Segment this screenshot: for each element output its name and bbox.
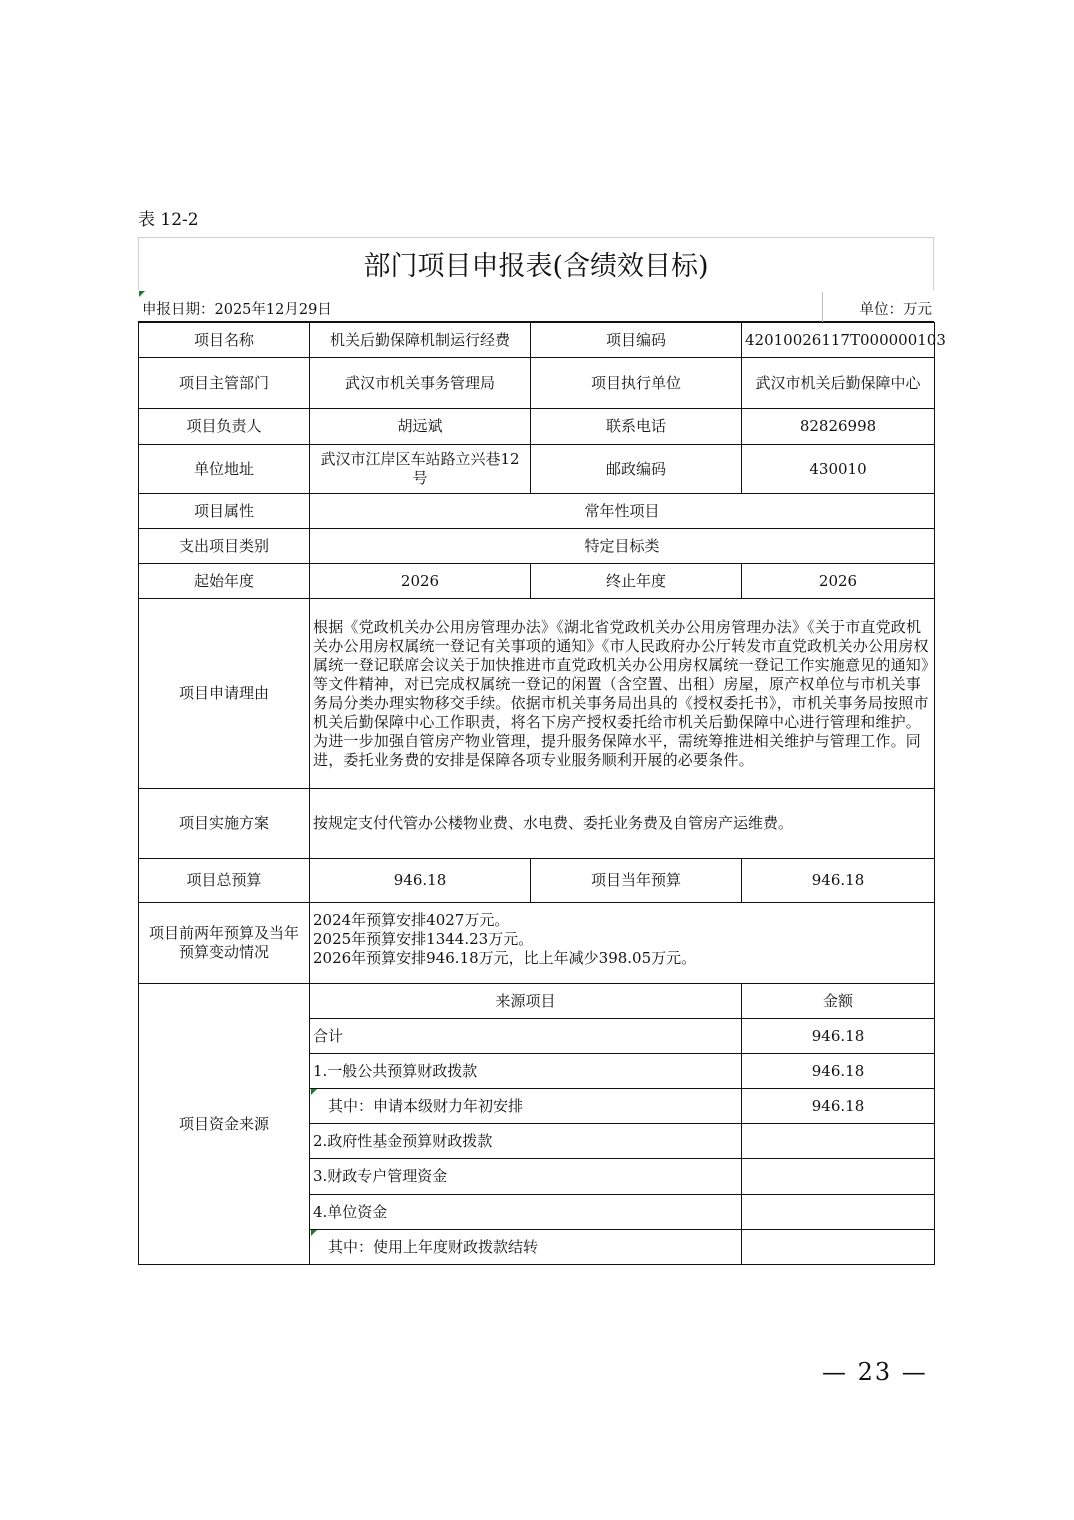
fund-row-label: 合计	[310, 1019, 742, 1054]
meta-row	[138, 292, 934, 322]
fund-header-source: 来源项目	[310, 984, 742, 1019]
label-supervising-dept: 项目主管部门	[139, 358, 310, 409]
budget-change-line: 2024年预算安排4027万元。	[313, 911, 510, 929]
value-phone: 82826998	[742, 409, 935, 445]
label-start-year: 起始年度	[139, 564, 310, 599]
label-current-year-budget: 项目当年预算	[531, 859, 742, 903]
fund-header-amount: 金额	[742, 984, 935, 1019]
label-implementation-plan: 项目实施方案	[139, 789, 310, 859]
label-project-code: 项目编码	[531, 323, 742, 358]
label-address: 单位地址	[139, 445, 310, 494]
value-current-year-budget: 946.18	[742, 859, 935, 903]
cell-marker-icon	[311, 1089, 317, 1095]
value-project-name: 机关后勤保障机制运行经费	[310, 323, 531, 358]
label-total-budget: 项目总预算	[139, 859, 310, 903]
label-postal-code: 邮政编码	[531, 445, 742, 494]
page-number: — 23 —	[822, 1358, 928, 1386]
value-budget-change	[310, 903, 935, 984]
label-project-leader: 项目负责人	[139, 409, 310, 445]
fund-row-amount	[742, 1159, 935, 1195]
fund-row-label: 其中：使用上年度财政拨款结转	[310, 1230, 742, 1265]
fund-row-amount: 946.18	[742, 1054, 935, 1089]
value-project-leader: 胡远斌	[310, 409, 531, 445]
fund-row-amount	[742, 1124, 935, 1159]
fund-row-label: 其中：申请本级财力年初安排	[310, 1089, 742, 1124]
label-project-attribute: 项目属性	[139, 494, 310, 529]
budget-change-line: 2026年预算安排946.18万元，比上年减少398.05万元。	[313, 949, 697, 967]
fund-row-label: 1.一般公共预算财政拨款	[310, 1054, 742, 1089]
value-total-budget: 946.18	[310, 859, 531, 903]
unit-label: 单位：万元	[859, 302, 932, 318]
fund-row-label: 4.单位资金	[310, 1195, 742, 1230]
label-fund-sources: 项目资金来源	[139, 984, 310, 1265]
value-postal-code: 430010	[742, 445, 935, 494]
label-phone: 联系电话	[531, 409, 742, 445]
fund-row-amount: 946.18	[742, 1089, 935, 1124]
budget-change-line: 2025年预算安排1344.23万元。	[313, 930, 534, 948]
value-address: 武汉市江岸区车站路立兴巷12号	[310, 445, 531, 494]
label-application-reason: 项目申请理由	[139, 599, 310, 789]
label-executing-unit: 项目执行单位	[531, 358, 742, 409]
value-application-reason: 根据《党政机关办公用房管理办法》《湖北省党政机关办公用房管理办法》《关于市直党政机关办公用房权属统一登记有关事项的通知》《市人民政府办公厅转发市直党政机关办公用房权属统一登记联席会议关于加快推进市直党政机关办公用房权属统一登记工作实施意见的通知》等文件精神，对已完成权属统一登记的闲置（含空置、出租）房屋，原产权单位与市机关事务局分类办理实物移交手续。依据市机关事务局出具的《授权委托书》，市机关事务局按照市机关后勤保障中心工作职责，将名下房产授权委托给市机关后勤保障中心进行管理和维护。为进一步加强自管房产物业管理，提升服务保障水平，需统筹推进相关维护与管理工作。同进，委托业务费的安排是保障各项专业服务顺利开展的必要条件。	[310, 599, 935, 789]
value-supervising-dept: 武汉市机关事务管理局	[310, 358, 531, 409]
table-label: 表 12-2	[138, 210, 199, 230]
fund-row-amount	[742, 1230, 935, 1265]
label-end-year: 终止年度	[531, 564, 742, 599]
fund-row-amount	[742, 1195, 935, 1230]
fund-row-label: 2.政府性基金预算财政拨款	[310, 1124, 742, 1159]
declaration-date: 申报日期：2025年12月29日	[142, 302, 332, 318]
form-title: 部门项目申报表(含绩效目标)	[138, 237, 934, 290]
cell-marker-icon	[311, 1230, 317, 1236]
value-project-attribute: 常年性项目	[310, 494, 935, 529]
value-expenditure-category: 特定目标类	[310, 529, 935, 564]
label-project-name: 项目名称	[139, 323, 310, 358]
value-end-year: 2026	[742, 564, 935, 599]
value-project-code: 42010026117T000000103	[742, 323, 935, 358]
project-table	[138, 322, 946, 1265]
fund-row-label: 3.财政专户管理资金	[310, 1159, 742, 1195]
label-budget-change: 项目前两年预算及当年预算变动情况	[139, 903, 310, 984]
value-start-year: 2026	[310, 564, 531, 599]
label-expenditure-category: 支出项目类别	[139, 529, 310, 564]
value-implementation-plan: 按规定支付代管办公楼物业费、水电费、委托业务费及自管房产运维费。	[310, 789, 935, 859]
fund-row-amount: 946.18	[742, 1019, 935, 1054]
value-executing-unit: 武汉市机关后勤保障中心	[742, 358, 935, 409]
